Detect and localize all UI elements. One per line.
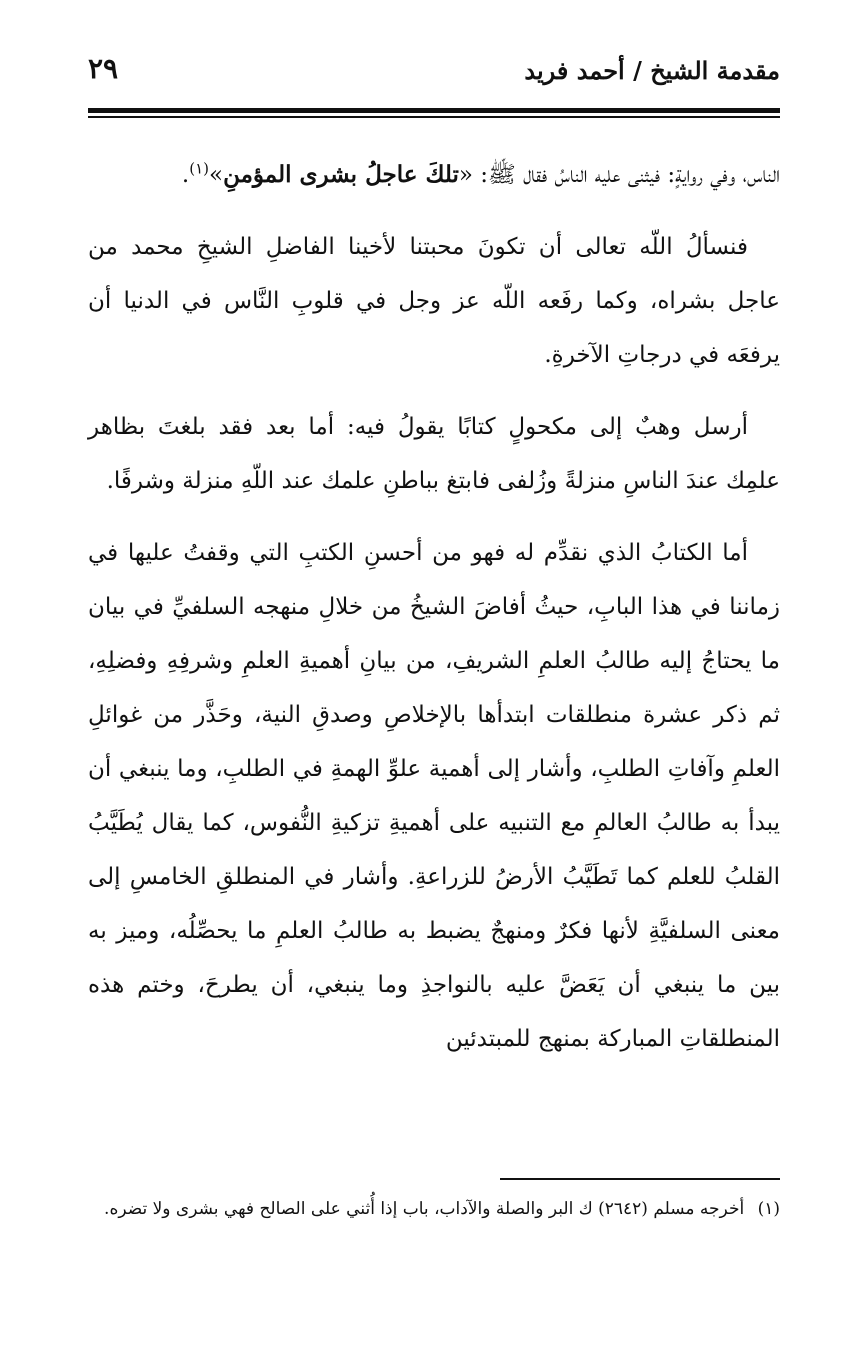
header-rule-thin [88,116,780,118]
footnote-reference: (١) [189,159,209,178]
footnote-separator [500,1178,780,1180]
paragraph-1 [88,148,780,202]
footnotes [88,1192,780,1226]
paragraph-4: أما الكتابُ الذي نقدِّم له فهو من أحسنِ الكتبِ التي وقفتُ عليها في زماننا في هذا البابِ، حيثُ أفاضَ الشيخُ من خلالِ منهجه السلفيِّ في بيان ما يحتاجُ إليه طالبُ العلمِ الشريفِ، من بيانِ أهميةِ العلمِ وشرفِهِ وفضلِهِ، ثم ذكر عشرة منطلقات ابتدأها بالإخلاصِ وصدقِ النية، وحَذَّر من غوائلِ العلمِ وآفاتِ الطلبِ، وأشار إلى أهمية علوِّ الهمةِ في الطلبِ، وما ينبغي أن يبدأ به طالبُ العالمِ مع التنبيه على أهميةِ تزكيةِ النُّفوس، كما يقال يُطَيَّبُ القلبُ للعلم كما تَطَيَّبُ الأرضُ للزراعةِ. وأشار في المنطلقِ الخامسِ إلى معنى السلفيَّةِ لأنها فكرٌ ومنهجٌ يضبط به طالبُ العلمِ ما يحصِّلُه، وميز به بين ما ينبغي أن يَعَضَّ عليه بالنواجذِ وما ينبغي، أن يطرحَ، وختم هذه المنطلقاتِ المباركة بمنهج للمبتدئين [88,540,780,1052]
page-number: ٢٩ [88,52,119,85]
footnote-1 [88,1192,780,1226]
quote-close: » [208,162,224,188]
paragraph-3: أرسل وهبٌ إلى مكحولٍ كتابًا يقولُ فيه: أما بعد فقد بلغتَ بظاهر علمِك عندَ الناسِ منزلةً وزُلفى فابتغ بباطنِ علمك عند اللّهِ منزلة وشرفًا. [88,414,780,494]
body-text [88,148,780,1084]
footnote-marker: (١) [757,1199,780,1219]
hadith-quote: تلكَ عاجلُ بشرى المؤمنِ [223,161,459,188]
header-rule-thick [88,108,780,113]
paragraph-1-text: الناس، وفي روايةٍ: فيثنى عليه الناسُ فقال ﷺ: « [458,162,780,188]
paragraph-1-end: . [181,162,190,188]
page-header [88,52,780,92]
footnote-text: أخرجه مسلم (٢٦٤٢) ك البر والصلة والآداب، باب إذا أُثني على الصالح فهي بشرى ولا تضره. [104,1199,745,1219]
running-title: مقدمة الشيخ / أحمد فريد [524,56,780,85]
paragraph-2: فنسألُ اللّه تعالى أن تكونَ محبتنا لأخينا الفاضلِ الشيخِ محمد من عاجل بشراه، وكما رفَعه اللّه عز وجل في قلوبِ النَّاس في الدنيا أن يرفعَه في درجاتِ الآخرةِ. [88,234,780,368]
